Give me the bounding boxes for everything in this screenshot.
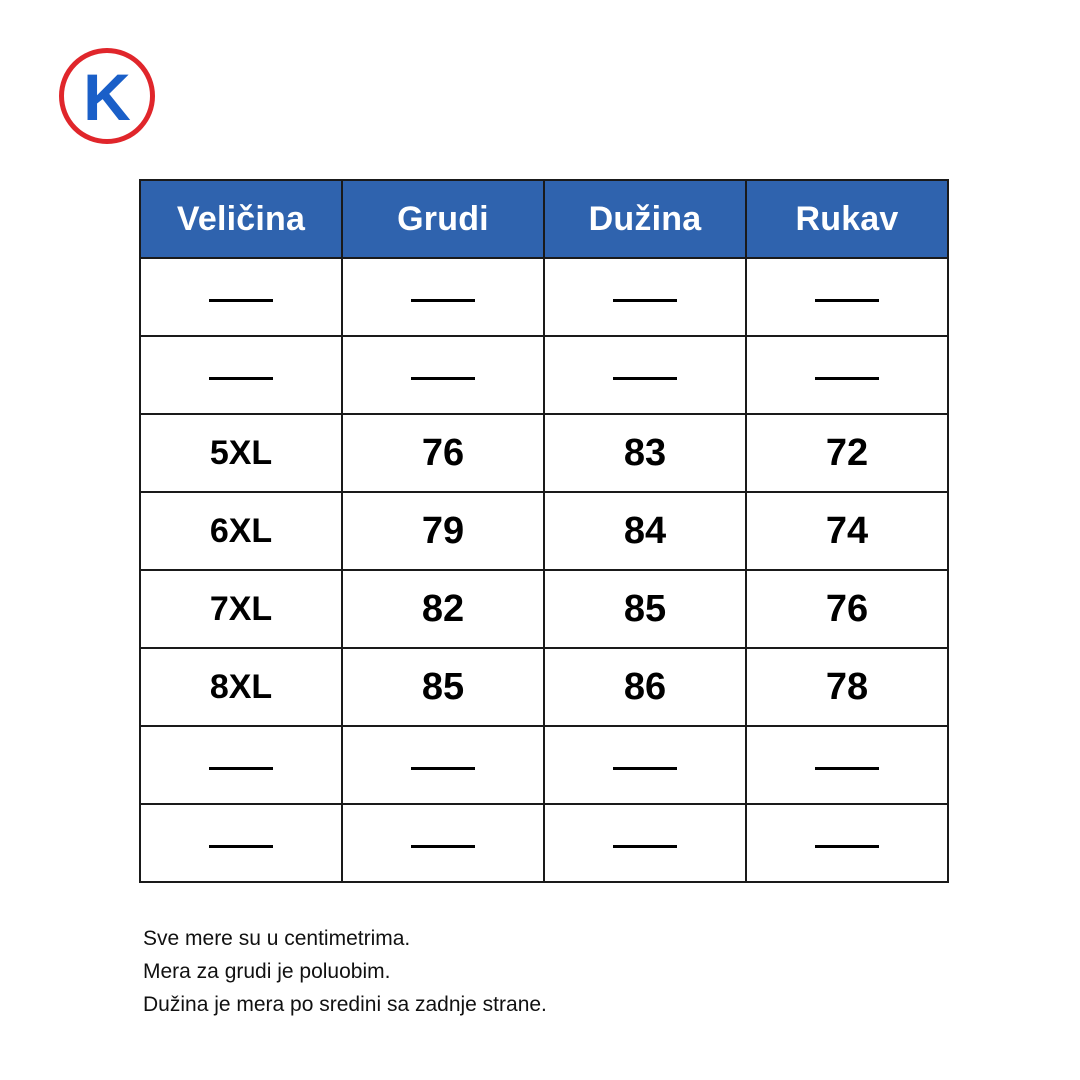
empty-value-dash	[815, 767, 879, 770]
column-header-size: Veličina	[140, 180, 342, 258]
empty-value-dash	[815, 845, 879, 848]
cell-sleeve	[746, 258, 948, 336]
table-body	[140, 258, 948, 882]
empty-value-dash	[613, 377, 677, 380]
column-header-length: Dužina	[544, 180, 746, 258]
note-length: Dužina je mera po sredini sa zadnje strane.	[143, 993, 547, 1016]
column-header-chest: Grudi	[342, 180, 544, 258]
empty-value-dash	[815, 299, 879, 302]
brand-logo	[57, 46, 157, 146]
cell-length: 83	[544, 414, 746, 492]
note-units: Sve mere su u centimetrima.	[143, 927, 411, 950]
table-row	[140, 414, 948, 492]
cell-sleeve: 78	[746, 648, 948, 726]
cell-size	[140, 336, 342, 414]
column-header-sleeve: Rukav	[746, 180, 948, 258]
cell-size	[140, 804, 342, 882]
cell-chest	[342, 726, 544, 804]
table-row	[140, 492, 948, 570]
cell-sleeve: 72	[746, 414, 948, 492]
cell-sleeve	[746, 726, 948, 804]
empty-value-dash	[209, 377, 273, 380]
cell-chest: 79	[342, 492, 544, 570]
logo-letter: K	[83, 60, 131, 134]
empty-value-dash	[209, 845, 273, 848]
cell-length: 86	[544, 648, 746, 726]
empty-value-dash	[411, 377, 475, 380]
cell-length	[544, 258, 746, 336]
table-row	[140, 726, 948, 804]
empty-value-dash	[613, 299, 677, 302]
cell-sleeve	[746, 336, 948, 414]
empty-value-dash	[209, 299, 273, 302]
cell-size: 6XL	[140, 492, 342, 570]
table-row	[140, 336, 948, 414]
cell-size	[140, 258, 342, 336]
empty-value-dash	[411, 767, 475, 770]
cell-chest	[342, 258, 544, 336]
k-logo-icon	[57, 46, 157, 146]
table-row	[140, 258, 948, 336]
table-row	[140, 804, 948, 882]
size-chart-table	[139, 179, 949, 883]
empty-value-dash	[815, 377, 879, 380]
cell-length	[544, 336, 746, 414]
cell-chest	[342, 336, 544, 414]
table-row	[140, 570, 948, 648]
cell-length: 84	[544, 492, 746, 570]
cell-size	[140, 726, 342, 804]
cell-chest	[342, 804, 544, 882]
cell-length	[544, 726, 746, 804]
cell-sleeve	[746, 804, 948, 882]
size-notes	[143, 922, 547, 1021]
cell-chest: 85	[342, 648, 544, 726]
cell-length	[544, 804, 746, 882]
cell-chest: 82	[342, 570, 544, 648]
cell-sleeve: 76	[746, 570, 948, 648]
note-chest: Mera za grudi je poluobim.	[143, 960, 391, 983]
cell-size: 8XL	[140, 648, 342, 726]
table-header-row	[140, 180, 948, 258]
empty-value-dash	[209, 767, 273, 770]
cell-length: 85	[544, 570, 746, 648]
cell-size: 7XL	[140, 570, 342, 648]
table-row	[140, 648, 948, 726]
empty-value-dash	[411, 845, 475, 848]
empty-value-dash	[411, 299, 475, 302]
empty-value-dash	[613, 845, 677, 848]
empty-value-dash	[613, 767, 677, 770]
cell-size: 5XL	[140, 414, 342, 492]
cell-chest: 76	[342, 414, 544, 492]
cell-sleeve: 74	[746, 492, 948, 570]
